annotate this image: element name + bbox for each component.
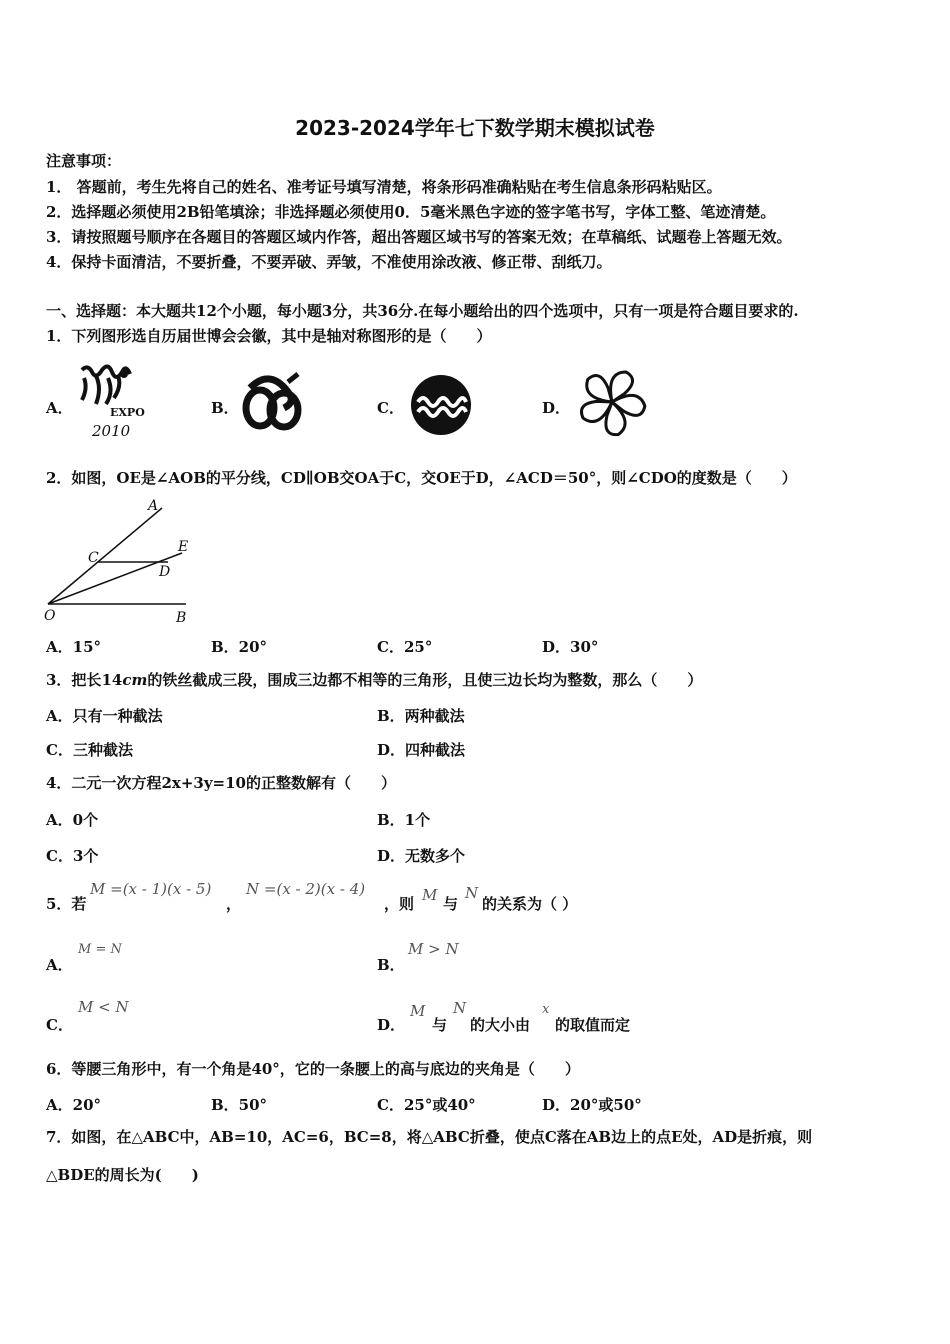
point-e: E [178,539,189,555]
q6-option-b: B．50° [211,1096,268,1114]
expo-2010-logo [74,360,156,440]
q3-stem-num: 14 [101,671,123,689]
knot-logo [240,370,308,440]
q5-option-b-expr: M > N [408,940,459,958]
q5-option-d-mid: 的大小由 [470,1016,531,1034]
question-3-stem [46,670,702,690]
q4-option-b: B．1个 [377,811,431,829]
point-b: B [176,610,187,626]
q2-option-c: C．25° [377,638,433,656]
q3-stem-pre: 3．把长 [46,671,102,689]
q5-n: N [465,884,479,902]
q5-and: 与 [443,895,459,913]
point-d: D [159,564,171,580]
q5-option-a-expr: M = N [78,942,122,957]
q5-option-d-m: M [410,1002,426,1020]
q5-option-a-label: A． [46,956,73,974]
page-title: 2023-2024学年七下数学期末模拟试卷 [295,116,655,140]
notice-heading: 注意事项： [46,152,122,170]
q5-m: M [422,886,438,904]
expo-logo-year: 2010 [92,422,131,440]
flower-logo [572,366,652,438]
q5-option-d-post: 的取值而定 [555,1016,631,1034]
q6-option-a: A．20° [46,1096,102,1114]
q5-comma: ， [226,895,242,913]
q4-option-c: C．3个 [46,847,99,865]
q3-stem-post: 的铁丝截成三段，围成三边都不相等的三角形，且使三边长均为整数，那么（ ） [147,671,703,689]
question-4-stem: 4．二元一次方程2x+3y=10的正整数解有（ ） [46,774,396,792]
q3-option-c: C．三种截法 [46,741,133,759]
q3-stem-unit: cm [122,671,148,689]
q5-option-b-label: B． [377,956,405,974]
q5-option-c-label: C． [46,1016,73,1034]
q3-option-a: A．只有一种截法 [46,707,163,725]
q5-option-d-label: D． [377,1016,406,1034]
point-o: O [44,608,56,624]
question-7-line-2: △BDE的周长为( ) [46,1166,199,1184]
q5-expr-m: M =(x - 1)(x - 5) [90,880,212,898]
notice-item-4: 4．保持卡面清洁，不要折叠，不要弄破、弄皱，不准使用涂改液、修正带、刮纸刀。 [46,253,612,271]
q2-option-d: D．30° [542,638,599,656]
q1-option-a-label: A． [46,399,73,417]
q5-stem-pre: 5．若 [46,895,87,913]
q1-option-d-label: D． [542,399,571,417]
q5-post: 的关系为（ ） [482,895,578,913]
notice-item-3: 3．请按照题号顺序在各题目的答题区域内作答，超出答题区域书写的答案无效；在草稿纸、试题卷上答题无效。 [46,228,792,246]
point-a: A [148,498,159,514]
angle-figure [40,496,200,628]
q5-option-d-n: N [453,999,467,1017]
expo-logo-word: EXPO [110,406,145,419]
question-7-line-1: 7．如图，在△ABC中，AB=10，AC=6，BC=8，将△ABC折叠，使点C落在AB边上的点E处，AD是折痕，则 [46,1128,813,1146]
section-heading: 一、选择题：本大题共12个小题，每小题3分，共36分.在每小题给出的四个选项中，只有一项是符合题目要求的. [46,302,799,320]
q5-option-d-and: 与 [432,1016,448,1034]
wave-circle-logo [410,374,472,436]
notice-item-1: 1． 答题前，考生先将自己的姓名、准考证号填写清楚，将条形码准确粘贴在考生信息条形码粘贴区。 [46,178,722,196]
q1-option-c-label: C． [377,399,404,417]
q5-option-c-expr: M < N [78,998,129,1016]
question-2-stem: 2．如图，OE是∠AOB的平分线，CD∥OB交OA于C，交OE于D，∠ACD＝50°，则∠CDO的度数是（ ） [46,469,797,487]
q1-option-b-label: B． [211,399,239,417]
q3-option-d: D．四种截法 [377,741,466,759]
question-1-stem: 1．下列图形选自历届世博会会徽，其中是轴对称图形的是（ ） [46,327,492,345]
q2-option-b: B．20° [211,638,268,656]
q6-option-d: D．20°或50° [542,1096,642,1114]
question-6-stem: 6．等腰三角形中，有一个角是40°，它的一条腰上的高与底边的夹角是（ ） [46,1060,580,1078]
q5-then: ，则 [384,895,415,913]
q2-option-a: A．15° [46,638,102,656]
q3-option-b: B．两种截法 [377,707,465,725]
q5-option-d-x: x [542,1002,550,1017]
q5-expr-n: N =(x - 2)(x - 4) [246,880,366,898]
point-c: C [88,550,99,566]
q4-option-d: D．无数多个 [377,847,466,865]
notice-item-2: 2．选择题必须使用2B铅笔填涂；非选择题必须使用0．5毫米黑色字迹的签字笔书写，字体工整、笔迹清楚。 [46,203,776,221]
q6-option-c: C．25°或40° [377,1096,476,1114]
q4-option-a: A．0个 [46,811,99,829]
